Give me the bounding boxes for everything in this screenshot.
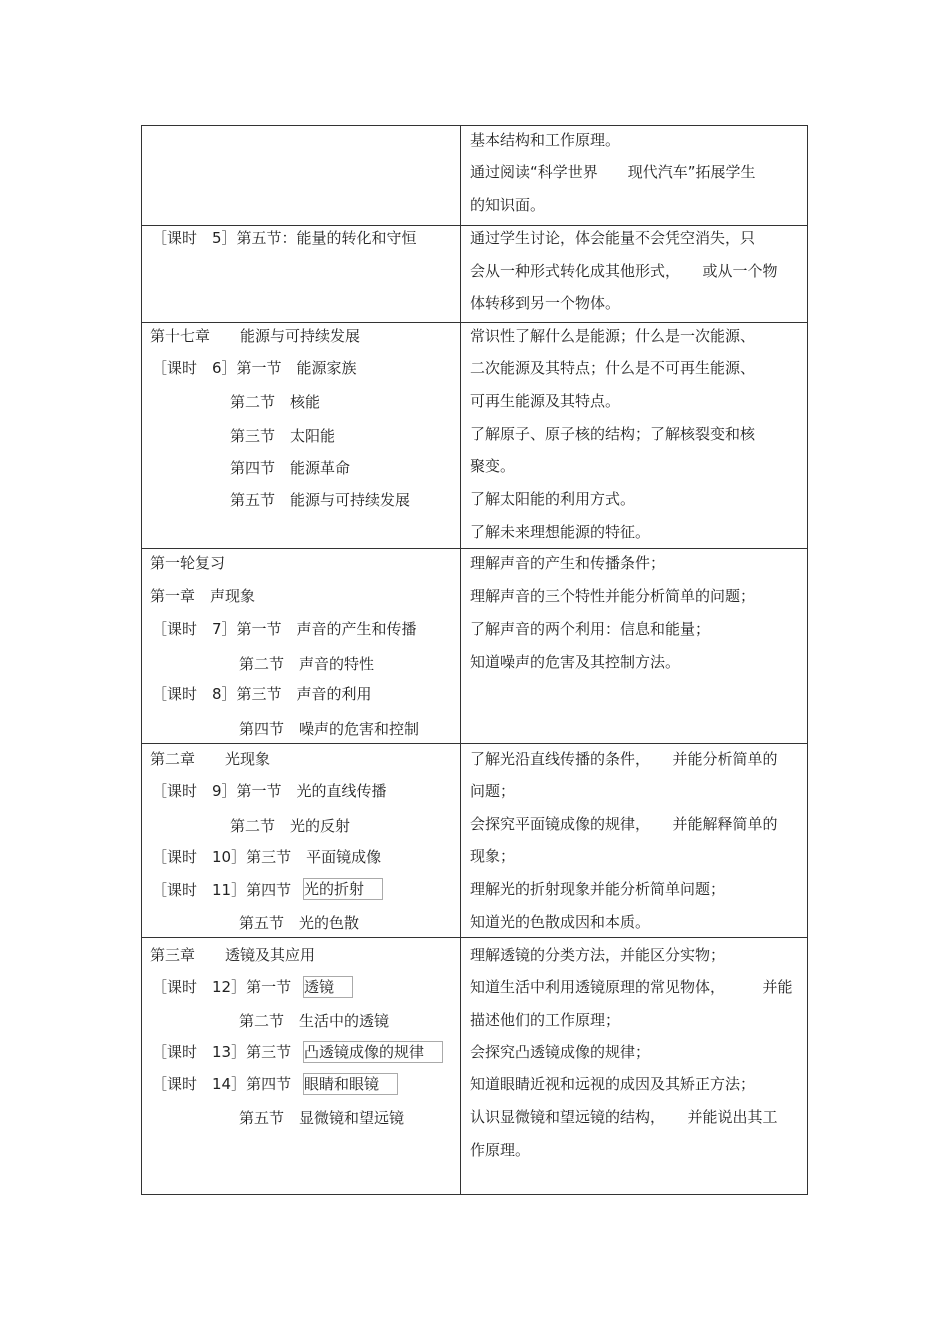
table-cell-text: 了解原子、原子核的结构；了解核裂变和核 — [470, 425, 756, 443]
table-cell-text: 了解太阳能的利用方式。 — [470, 490, 636, 508]
table-cell-text: 第二节 光的反射 — [230, 817, 351, 835]
table-cell-text: ［课时 11］第四节 — [152, 881, 292, 899]
row-divider — [142, 937, 807, 938]
table-cell-text: 第十七章 能源与可持续发展 — [150, 327, 361, 345]
table-cell-text: ［课时 12］第一节 — [152, 978, 292, 996]
table-cell-text: 理解透镜的分类方法，并能区分实物； — [470, 946, 726, 964]
table-cell-text: 理解光的折射现象并能分析简单问题； — [470, 880, 726, 898]
table-cell-text: 知道眼睛近视和远视的成因及其矫正方法； — [470, 1075, 756, 1093]
table-cell-text: 可再生能源及其特点。 — [470, 392, 621, 410]
table-cell-text: 问题； — [470, 782, 516, 800]
table-cell-text: 了解光沿直线传播的条件， 并能分析简单的 — [470, 750, 778, 768]
table-cell-text: 二次能源及其特点；什么是不可再生能源、 — [470, 359, 756, 377]
table-cell-text: 理解声音的产生和传播条件； — [470, 554, 666, 572]
table-cell-text: ［课时 7］第一节 声音的产生和传播 — [152, 620, 417, 638]
table-cell-text: 第四节 能源革命 — [230, 459, 351, 477]
table-cell-text: 第二节 声音的特性 — [239, 655, 375, 673]
table-cell-text: 通过学生讨论，体会能量不会凭空消失，只 — [470, 229, 756, 247]
table-cell-text: 第三节 太阳能 — [230, 427, 336, 445]
table-cell-text: 知道光的色散成因和本质。 — [470, 913, 651, 931]
row-divider — [142, 548, 807, 549]
table-cell-text: 会从一种形式转化成其他形式， 或从一个物 — [470, 262, 778, 280]
table-cell-text: 聚变。 — [470, 457, 516, 475]
table-cell-text: 作原理。 — [470, 1141, 531, 1159]
table-cell-text: 描述他们的工作原理； — [470, 1011, 621, 1029]
table-cell-text: 第五节 能源与可持续发展 — [230, 491, 411, 509]
row-divider — [142, 225, 807, 226]
table-cell-text: 第二节 核能 — [230, 393, 321, 411]
table-cell-text: 第五节 显微镜和望远镜 — [239, 1109, 405, 1127]
table-cell-text: ［课时 6］第一节 能源家族 — [152, 359, 357, 377]
table-cell-text: 第一轮复习 — [150, 554, 226, 572]
table-cell-text: 第三章 透镜及其应用 — [150, 946, 316, 964]
table-cell-text: ［课时 5］第五节：能量的转化和守恒 — [152, 229, 417, 247]
table-cell-text: 基本结构和工作原理。 — [470, 131, 621, 149]
curriculum-table — [141, 125, 808, 1195]
table-cell-text: 体转移到另一个物体。 — [470, 294, 621, 312]
table-cell-text: 第四节 噪声的危害和控制 — [239, 720, 420, 738]
boxed-lesson-title: 凸透镜成像的规律 — [303, 1041, 443, 1063]
table-cell-text: 会探究凸透镜成像的规律； — [470, 1043, 651, 1061]
table-cell-text: 现象； — [470, 847, 516, 865]
table-cell-text: ［课时 14］第四节 — [152, 1075, 292, 1093]
table-cell-text: 第五节 光的色散 — [239, 914, 360, 932]
table-cell-text: 的知识面。 — [470, 196, 546, 214]
row-divider — [142, 743, 807, 744]
row-divider — [142, 322, 807, 323]
table-cell-text: ［课时 9］第一节 光的直线传播 — [152, 782, 387, 800]
table-cell-text: ［课时 8］第三节 声音的利用 — [152, 685, 372, 703]
table-cell-text: 第二节 生活中的透镜 — [239, 1012, 390, 1030]
table-cell-text: 了解未来理想能源的特征。 — [470, 523, 651, 541]
table-cell-text: 常识性了解什么是能源；什么是一次能源、 — [470, 327, 756, 345]
boxed-lesson-title: 光的折射 — [303, 878, 383, 900]
column-divider — [460, 126, 461, 1194]
table-cell-text: ［课时 10］第三节 平面镜成像 — [152, 848, 382, 866]
table-cell-text: 知道生活中利用透镜原理的常见物体， 并能 — [470, 978, 793, 996]
boxed-lesson-title: 眼睛和眼镜 — [303, 1073, 398, 1095]
table-cell-text: 知道噪声的危害及其控制方法。 — [470, 653, 681, 671]
table-cell-text: 第一章 声现象 — [150, 587, 256, 605]
table-cell-text: 了解声音的两个利用：信息和能量； — [470, 620, 711, 638]
boxed-lesson-title: 透镜 — [303, 976, 353, 998]
table-cell-text: 认识显微镜和望远镜的结构， 并能说出其工 — [470, 1108, 778, 1126]
table-cell-text: 理解声音的三个特性并能分析简单的问题； — [470, 587, 756, 605]
table-cell-text: ［课时 13］第三节 — [152, 1043, 292, 1061]
table-cell-text: 通过阅读“科学世界 现代汽车”拓展学生 — [470, 163, 756, 181]
table-cell-text: 会探究平面镜成像的规律， 并能解释简单的 — [470, 815, 778, 833]
table-cell-text: 第二章 光现象 — [150, 750, 271, 768]
